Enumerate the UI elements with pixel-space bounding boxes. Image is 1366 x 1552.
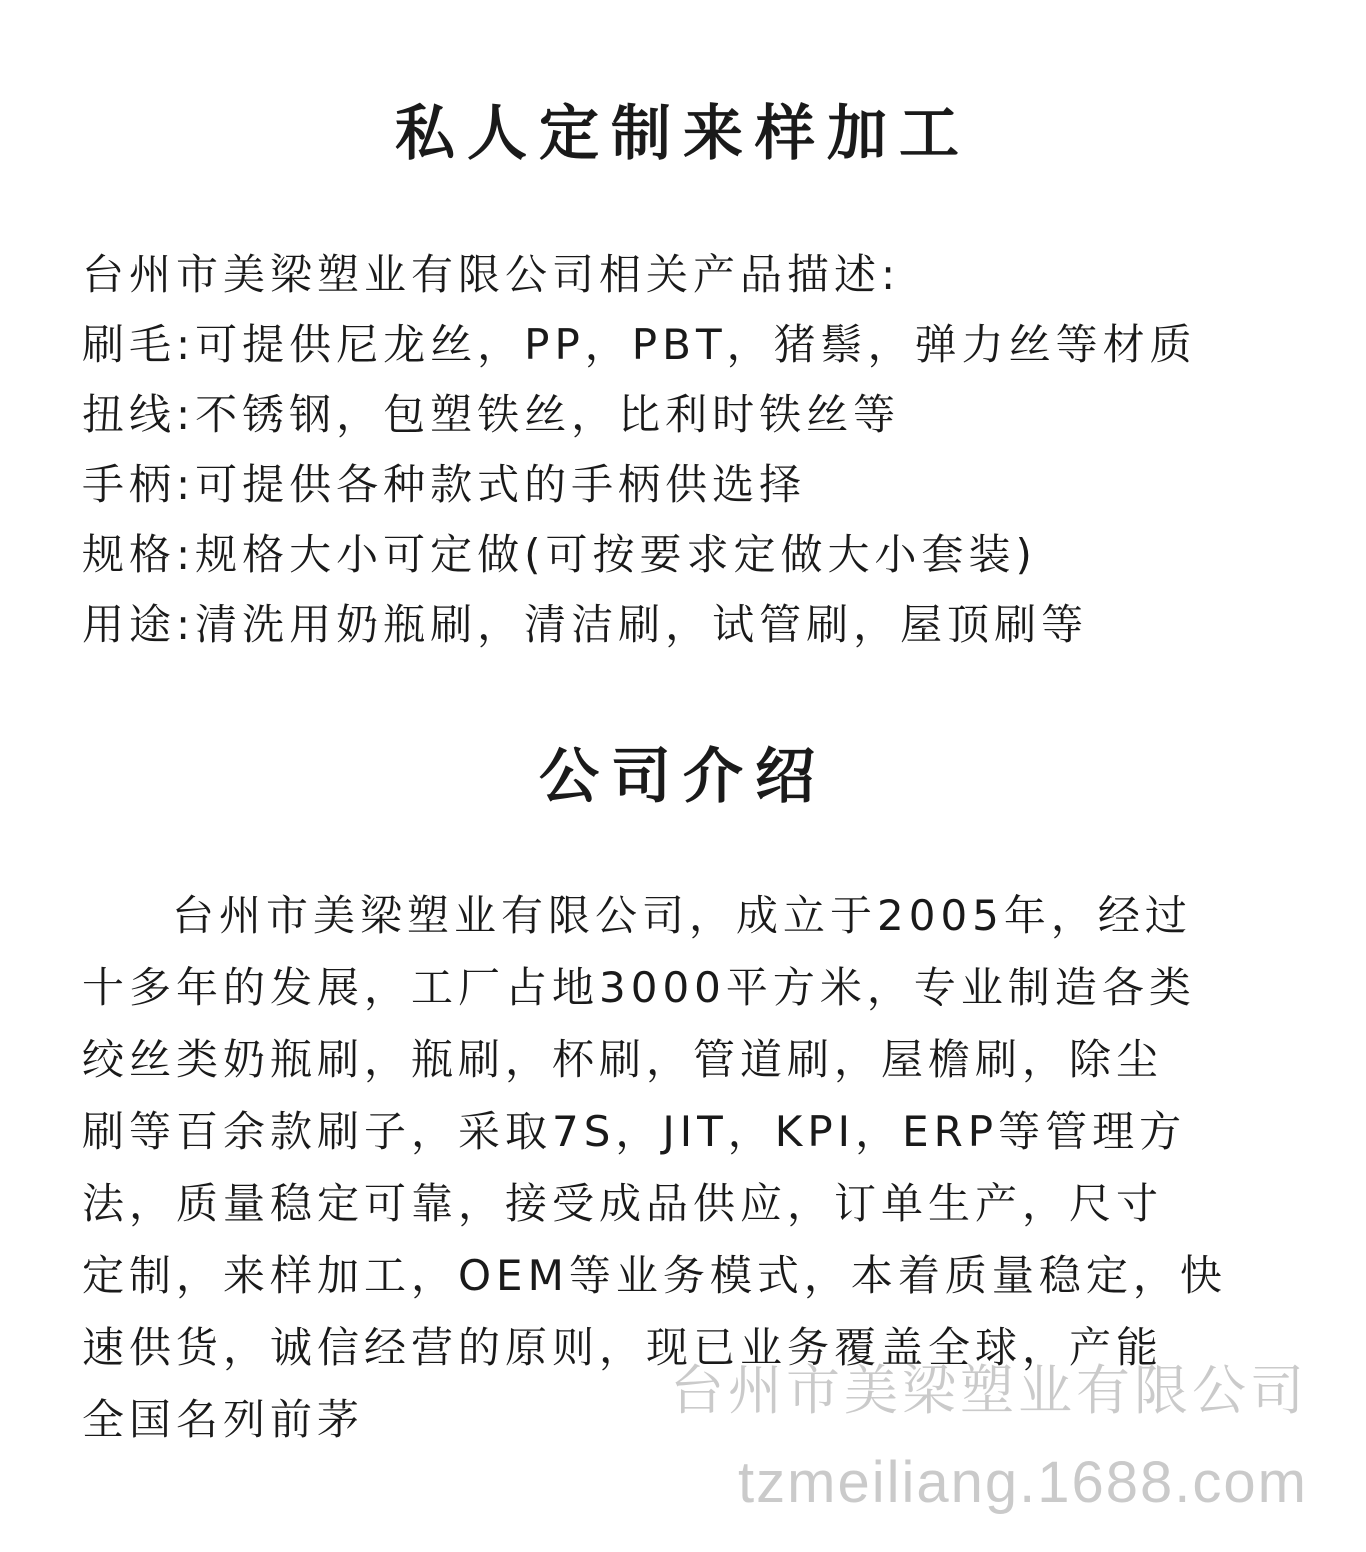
intro-line: 绞丝类奶瓶刷，瓶刷，杯刷，管道刷，屋檐刷，除尘 (82, 1035, 1164, 1084)
watermark-company-name: 台州市美梁塑业有限公司 (670, 1361, 1308, 1421)
intro-line: 全国名列前茅 (82, 1395, 365, 1444)
product-description-heading: 台州市美梁塑业有限公司相关产品描述: (82, 250, 901, 299)
usage-spec-line: 用途:清洗用奶瓶刷，清洁刷，试管刷，屋顶刷等 (82, 600, 1089, 649)
intro-line: 法，质量稳定可靠，接受成品供应，订单生产，尺寸 (82, 1179, 1164, 1228)
company-intro-title: 公司介绍 (539, 742, 827, 812)
intro-line: 速供货，诚信经营的原则，现已业务覆盖全球，产能 (82, 1323, 1164, 1372)
intro-line: 定制，来样加工，OEM等业务模式，本着质量稳定，快 (82, 1251, 1227, 1300)
twisted-wire-spec-line: 扭线:不锈钢，包塑铁丝，比利时铁丝等 (82, 390, 901, 439)
intro-line: 十多年的发展，工厂占地3000平方米，专业制造各类 (82, 963, 1196, 1012)
intro-line: 刷等百余款刷子，采取7S，JIT，KPI，ERP等管理方 (82, 1107, 1187, 1156)
intro-line: 台州市美梁塑业有限公司，成立于2005年，经过 (172, 891, 1192, 940)
product-description-list (82, 240, 1322, 660)
handle-spec-line: 手柄:可提供各种款式的手柄供选择 (82, 460, 807, 509)
bristle-spec-line: 刷毛:可提供尼龙丝，PP，PBT，猪鬃，弹力丝等材质 (82, 320, 1197, 369)
custom-processing-title: 私人定制来样加工 (395, 99, 971, 169)
watermark-url: tzmeiliang.1688.com (738, 1450, 1308, 1515)
size-spec-line: 规格:规格大小可定做(可按要求定做大小套装) (82, 530, 1037, 579)
